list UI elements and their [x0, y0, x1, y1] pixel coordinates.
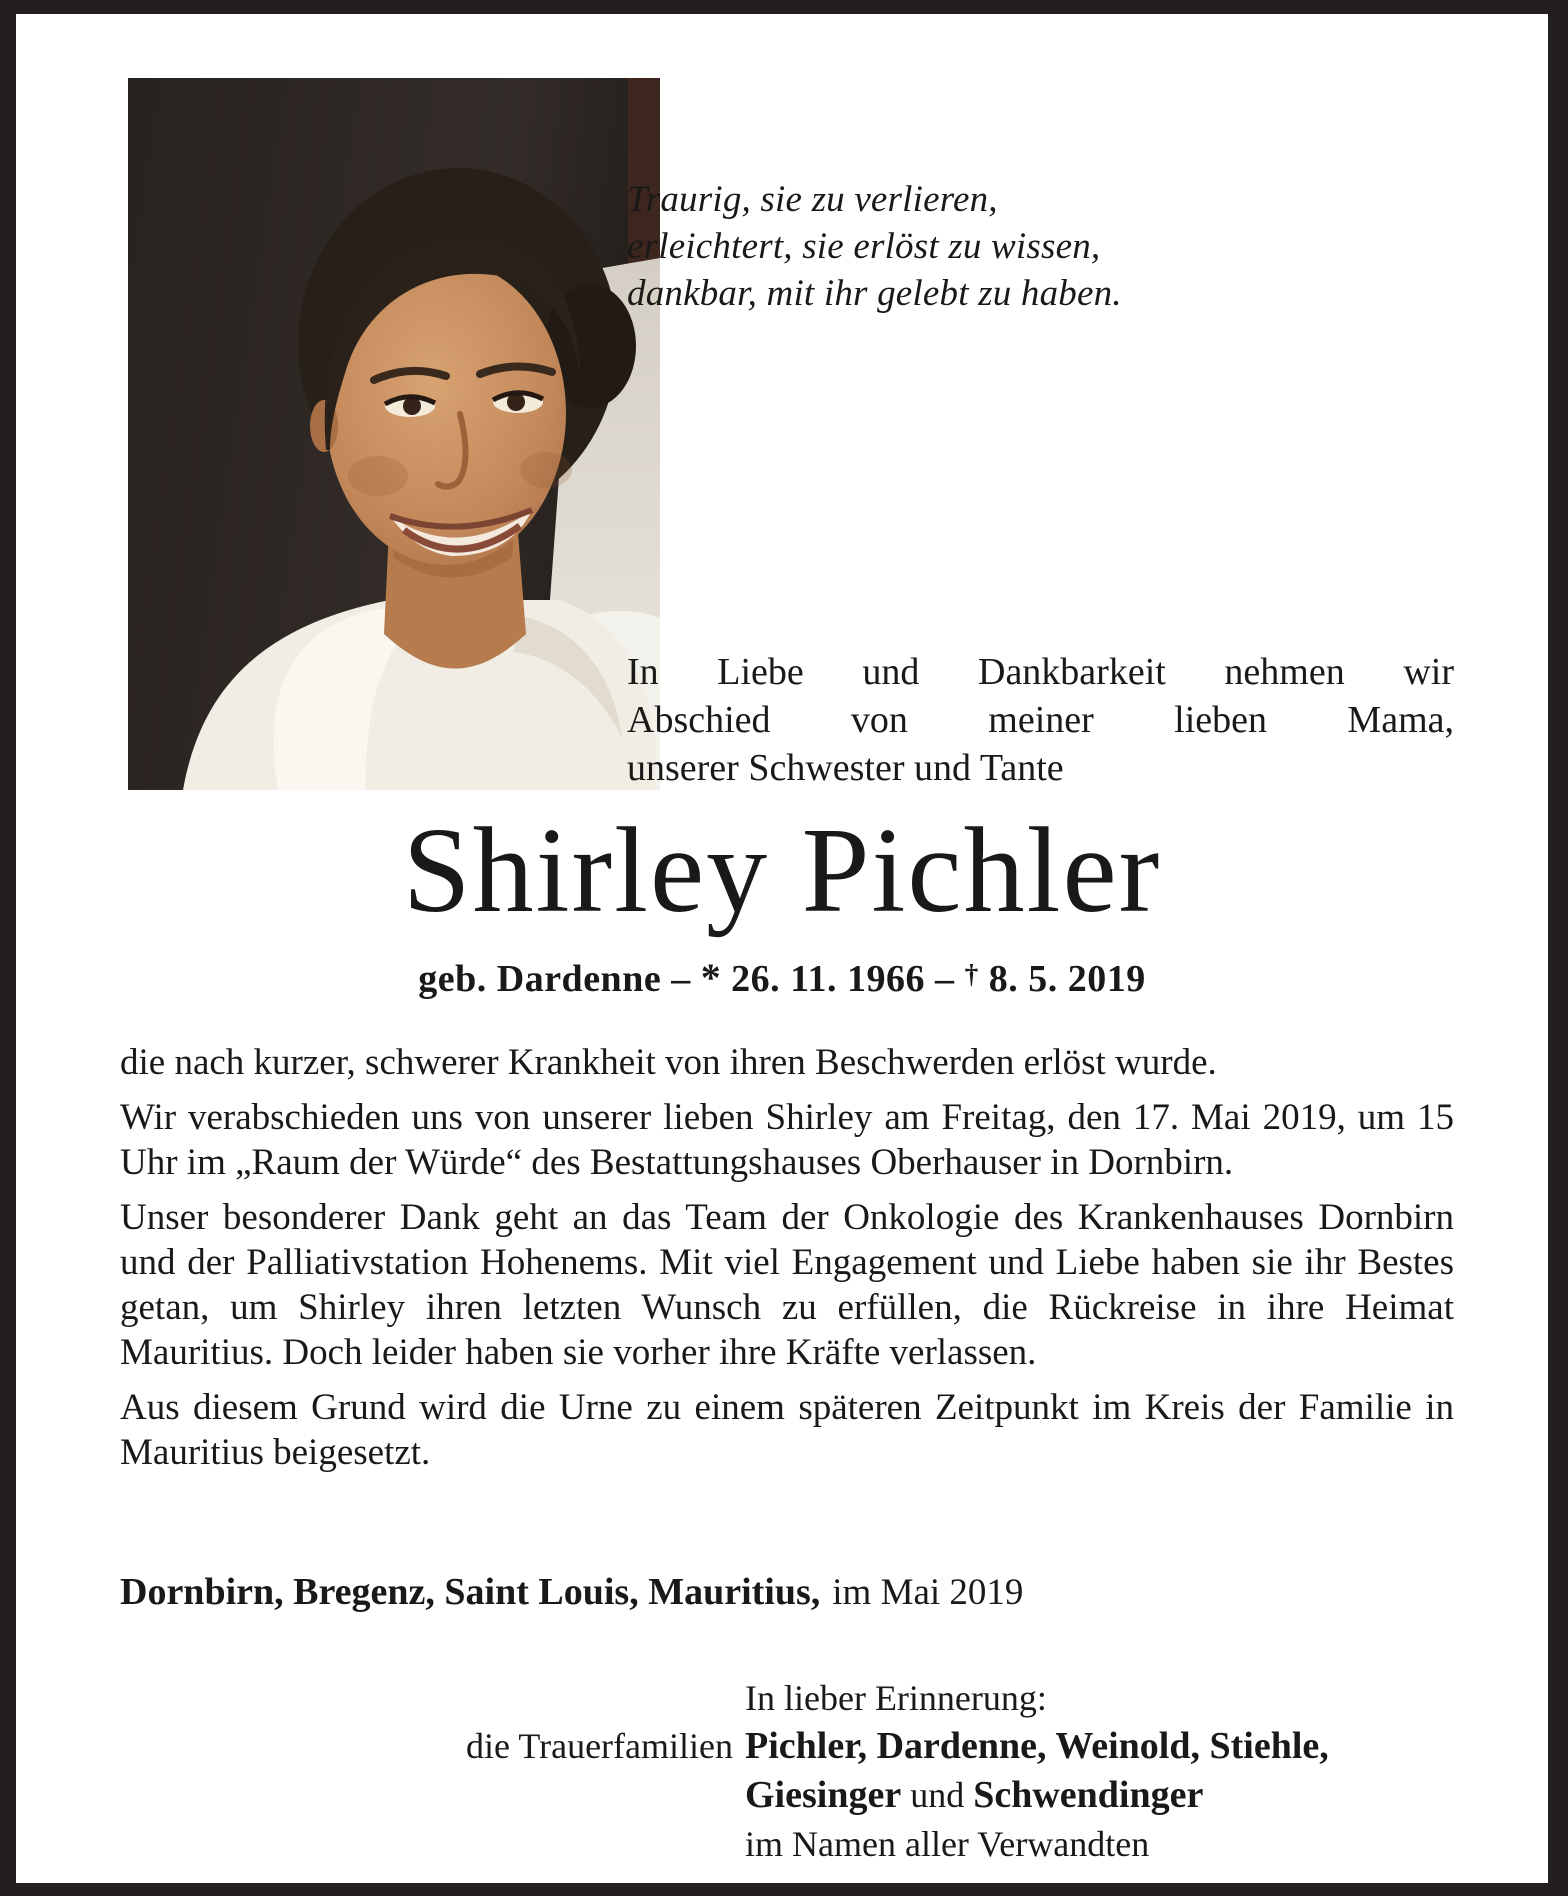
intro-line: Abschied von meiner lieben Mama,	[627, 699, 1454, 741]
dateline-places: Dornbirn, Bregenz, Saint Louis, Mauritius,	[120, 1571, 821, 1613]
born-star-icon: *	[700, 955, 722, 1000]
maiden-name: geb. Dardenne –	[418, 958, 701, 1000]
cheek-shade-left	[348, 456, 408, 496]
family-name: Giesinger	[745, 1774, 902, 1816]
quote-line: erleichtert, sie erlöst zu wissen,	[627, 226, 1101, 267]
body-paragraph: Unser besonderer Dank geht an das Team der Onkologie des Krankenhauses Dornbirn und der Palliativstation Hohenems. Mit viel Engagement und Liebe haben sie ihr Bestes getan, um Shirley ihren letzten Wunsch zu erfüllen, die Rückreise in ihre Heimat Mauritius. Doch leider haben sie vorher ihre Kräfte verlassen.	[120, 1197, 1454, 1373]
body-paragraph: die nach kurzer, schwerer Krankheit von ihren Beschwerden erlöst wurde.	[120, 1042, 1217, 1083]
family-names-line2	[745, 1771, 1520, 1820]
life-dates	[16, 954, 1548, 1001]
conjunction: und	[910, 1775, 965, 1815]
body-paragraph: Aus diesem Grund wird die Urne zu einem späteren Zeitpunkt im Kreis der Familie in Mauritius beigesetzt.	[120, 1387, 1454, 1473]
body-paragraph: Wir verabschieden uns von unserer lieben Shirley am Freitag, den 17. Mai 2019, um 15 Uhr im „Raum der Würde“ des Bestattungshauses Oberhauser in Dornbirn.	[120, 1097, 1454, 1183]
dateline	[120, 1570, 1454, 1614]
closing-final-line: im Namen aller Verwandten	[745, 1824, 1150, 1864]
cheek-shade-right	[520, 452, 572, 488]
farewell-intro	[627, 648, 1454, 792]
portrait-photo-illustration	[128, 78, 660, 790]
memorial-quote	[627, 176, 1122, 317]
closing-block	[120, 1674, 1520, 1869]
family-names-line1: Pichler, Dardenne, Weinold, Stiehle,	[745, 1725, 1329, 1767]
died-dagger-icon: †	[964, 958, 979, 989]
mourning-families-label: die Trauerfamilien	[466, 1726, 733, 1766]
family-name: Schwendinger	[973, 1774, 1204, 1816]
obituary-body	[120, 1040, 1454, 1475]
death-date: 8. 5. 2019	[978, 958, 1146, 1000]
quote-line: dankbar, mit ihr gelebt zu haben.	[627, 273, 1122, 314]
deceased-name: Shirley Pichler	[402, 803, 1162, 938]
closing-heading: In lieber Erinnerung:	[745, 1678, 1047, 1718]
dateline-when: im Mai 2019	[832, 1572, 1024, 1613]
quote-line: Traurig, sie zu verlieren,	[627, 179, 998, 220]
portrait-photo	[128, 78, 660, 790]
closing-right-column	[745, 1674, 1520, 1869]
intro-line: In Liebe und Dankbarkeit nehmen wir	[627, 651, 1454, 693]
birth-date: 26. 11. 1966 –	[721, 958, 965, 1000]
intro-line: unserer Schwester und Tante	[627, 747, 1064, 789]
